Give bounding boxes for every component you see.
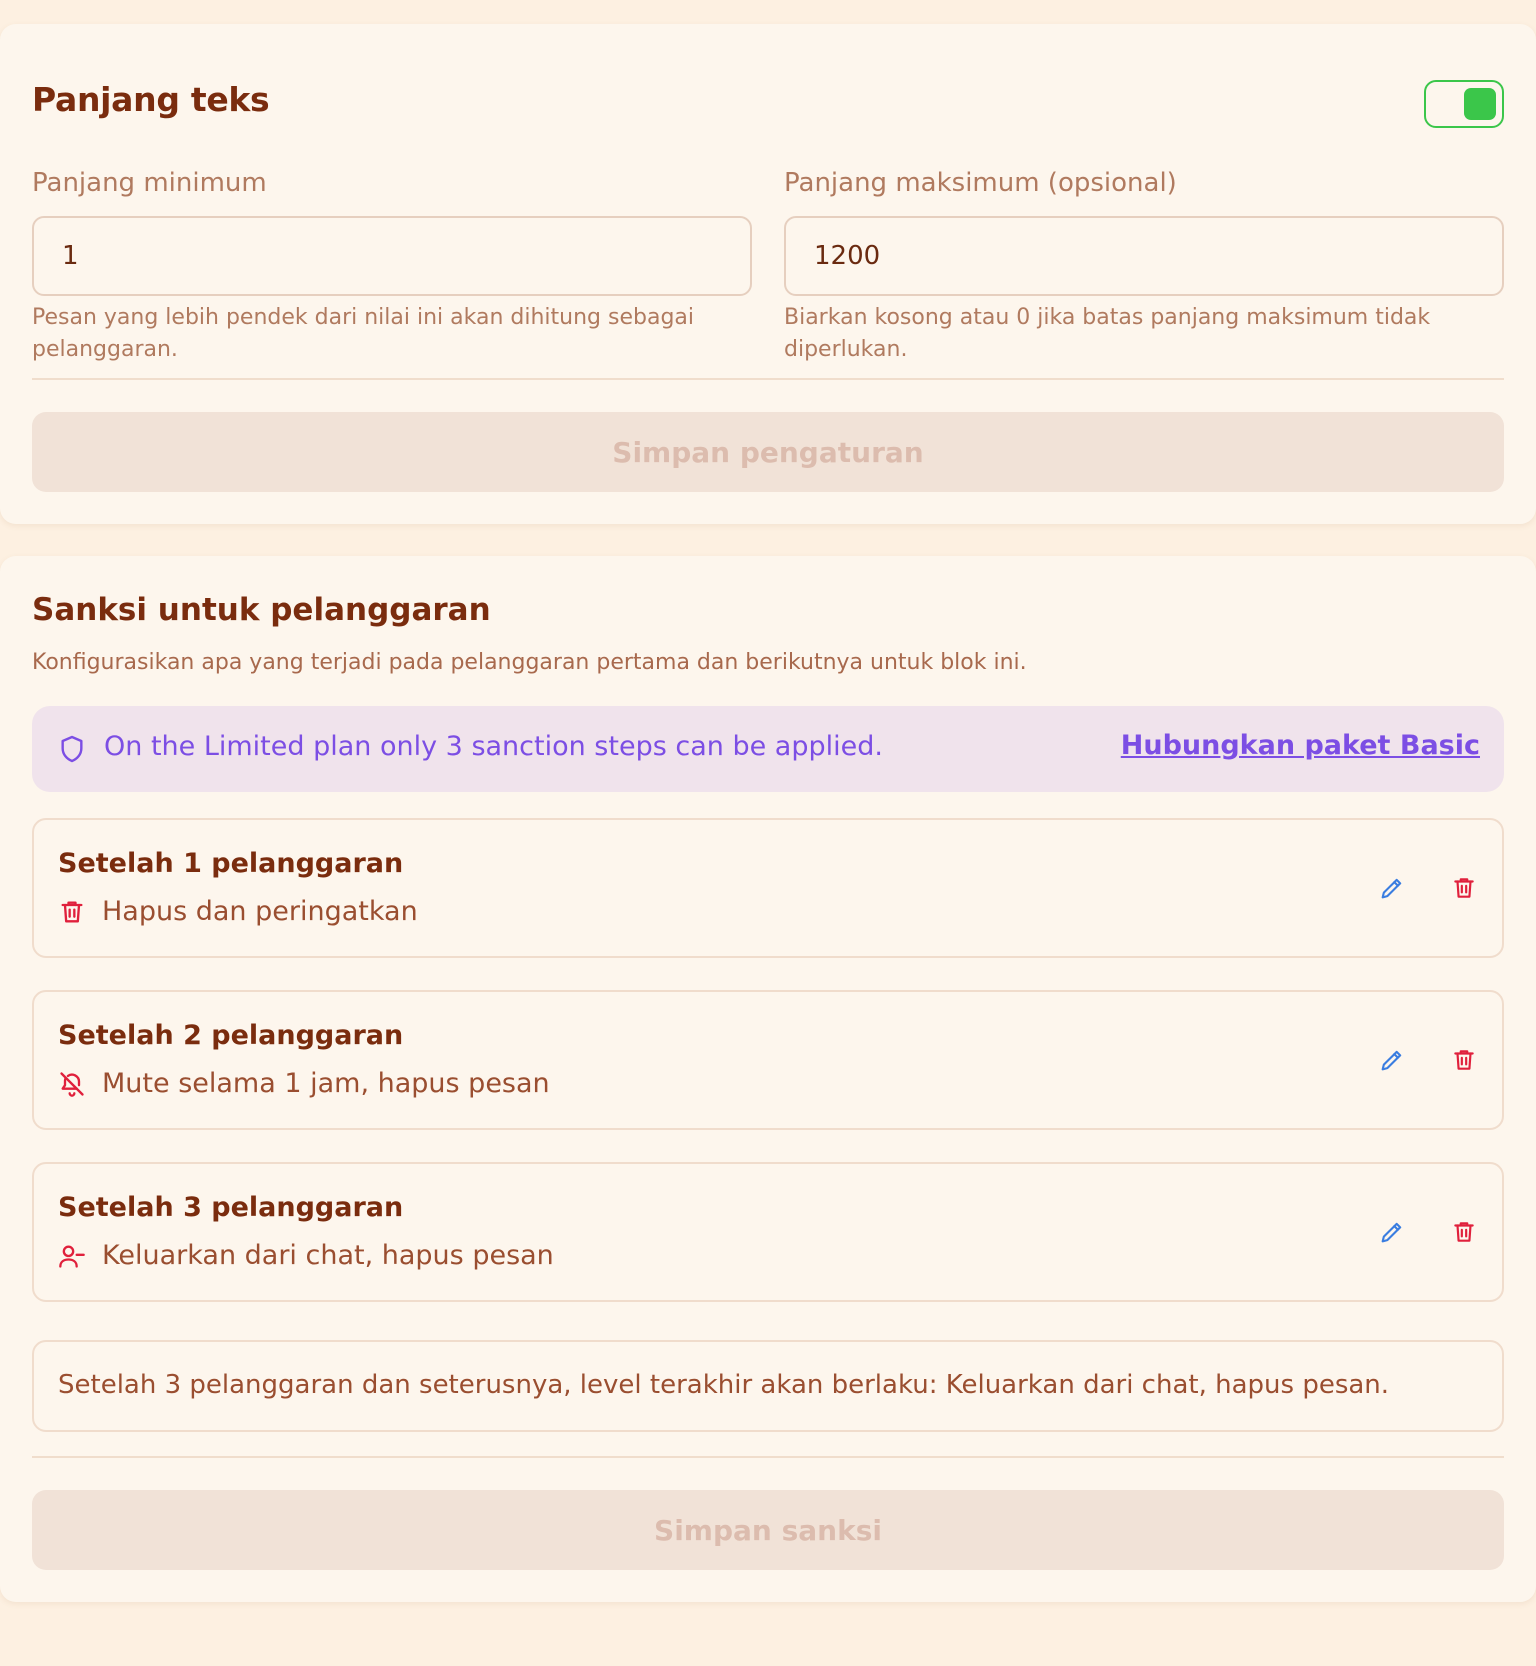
text-length-title: Panjang teks xyxy=(32,80,270,119)
divider xyxy=(32,1456,1504,1458)
delete-step-button[interactable] xyxy=(1442,866,1486,910)
edit-step-button[interactable] xyxy=(1370,1038,1414,1082)
min-length-input[interactable] xyxy=(32,216,752,296)
text-length-card xyxy=(0,24,1536,524)
sanction-step-title: Setelah 2 pelanggaran xyxy=(58,1020,404,1051)
divider xyxy=(32,378,1504,380)
pencil-icon xyxy=(1378,1218,1406,1246)
sanctions-summary xyxy=(32,1340,1504,1432)
toggle-knob xyxy=(1464,88,1496,120)
sanction-step xyxy=(32,818,1504,958)
save-settings-button[interactable]: Simpan pengaturan xyxy=(32,412,1504,492)
connect-basic-plan-link[interactable]: Hubungkan paket Basic xyxy=(1120,730,1480,761)
sanction-step-action: Mute selama 1 jam, hapus pesan xyxy=(102,1068,550,1099)
plan-limit-text: On the Limited plan only 3 sanction steps can be applied. xyxy=(104,731,883,762)
sanctions-summary-text: Setelah 3 pelanggaran dan seterusnya, level terakhir akan berlaku: Keluarkan dari chat, hapus pesan. xyxy=(58,1370,1390,1400)
sanctions-title: Sanksi untuk pelanggaran xyxy=(32,592,491,628)
text-length-toggle[interactable] xyxy=(1424,80,1504,128)
bell-off-icon xyxy=(58,1070,86,1098)
pencil-icon xyxy=(1378,874,1406,902)
sanction-step-action: Keluarkan dari chat, hapus pesan xyxy=(102,1240,554,1271)
min-length-label: Panjang minimum xyxy=(32,168,267,198)
trash-icon xyxy=(1451,875,1477,901)
max-length-hint: Biarkan kosong atau 0 jika batas panjang maksimum tidak diperlukan. xyxy=(784,305,1431,362)
sanctions-description: Konfigurasikan apa yang terjadi pada pelanggaran pertama dan berikutnya untuk blok ini. xyxy=(32,650,1027,675)
trash-icon xyxy=(1451,1219,1477,1245)
sanction-step-action: Hapus dan peringatkan xyxy=(102,896,418,927)
trash-icon xyxy=(58,898,86,926)
min-length-hint: Pesan yang lebih pendek dari nilai ini akan dihitung sebagai pelanggaran. xyxy=(32,305,695,362)
edit-step-button[interactable] xyxy=(1370,1210,1414,1254)
sanction-step-title: Setelah 1 pelanggaran xyxy=(58,848,404,879)
sanction-step xyxy=(32,1162,1504,1302)
shield-icon xyxy=(56,733,88,765)
pencil-icon xyxy=(1378,1046,1406,1074)
sanctions-card xyxy=(0,556,1536,1602)
user-minus-icon xyxy=(58,1242,86,1270)
save-sanctions-button[interactable]: Simpan sanksi xyxy=(32,1490,1504,1570)
trash-icon xyxy=(1451,1047,1477,1073)
max-length-label: Panjang maksimum (opsional) xyxy=(784,168,1177,198)
delete-step-button[interactable] xyxy=(1442,1210,1486,1254)
edit-step-button[interactable] xyxy=(1370,866,1414,910)
sanction-step xyxy=(32,990,1504,1130)
plan-limit-banner xyxy=(32,706,1504,792)
max-length-input[interactable] xyxy=(784,216,1504,296)
delete-step-button[interactable] xyxy=(1442,1038,1486,1082)
sanction-step-title: Setelah 3 pelanggaran xyxy=(58,1192,404,1223)
